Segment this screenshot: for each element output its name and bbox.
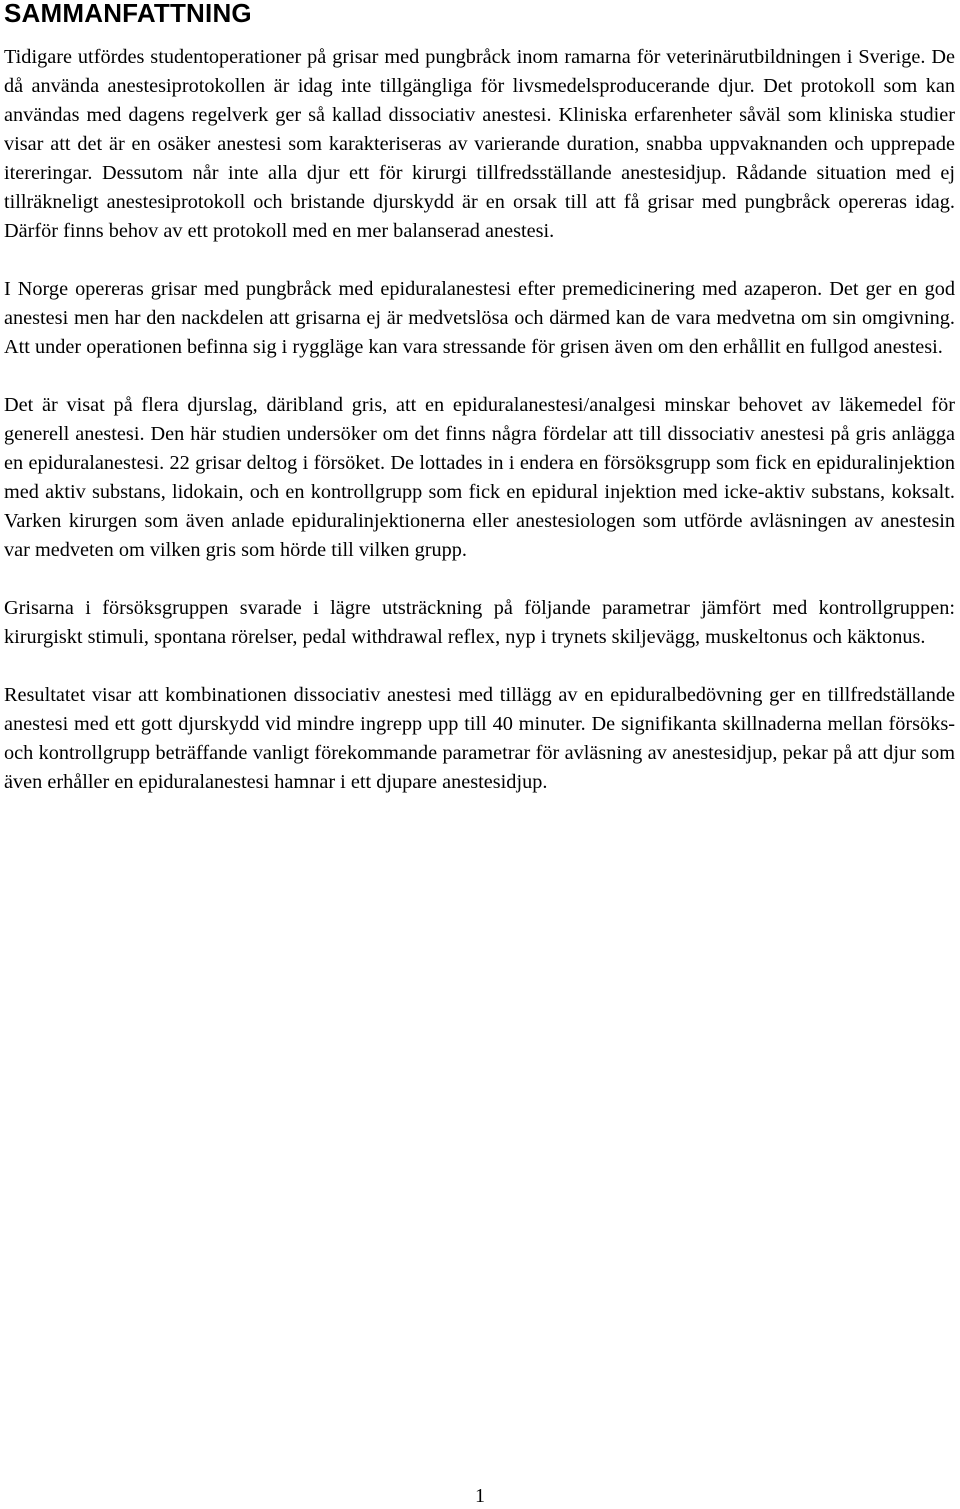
paragraph: I Norge opereras grisar med pungbråck med epiduralanestesi efter premedicinering med azaperon. Det ger en god anestesi men har den nackdelen att grisarna ej är medvetslösa och därmed kan de vara medvetna om sin omgivning. Att under operationen befinna sig i ryggläge kan vara stressande för grisen även om den erhållit en fullgod anestesi. (4, 278, 955, 358)
paragraph: Grisarna i försöksgruppen svarade i lägre utsträckning på följande parametrar jämfört med kontrollgruppen: kirurgiskt stimuli, spontana rörelser, pedal withdrawal reflex, nyp i trynets skiljevägg, muskeltonus och käktonus. (4, 597, 955, 648)
paragraph: Resultatet visar att kombinationen dissociativ anestesi med tillägg av en epiduralbedövning ger en tillfredställande anestesi med ett gott djurskydd vid mindre ingrepp upp till 40 minuter. De signifikanta skillnaderna mellan försöks- och kontrollgrupp beträffande vanligt förekommande parametrar för avläsning av anestesidjup, pekar på att djur som även erhåller en epiduralanestesi hamnar i ett djupare anestesidjup. (4, 684, 955, 793)
section-heading: SAMMANFATTNING (4, 0, 252, 28)
page-number: 1 (475, 1485, 485, 1507)
paragraph: Det är visat på flera djurslag, däribland gris, att en epiduralanestesi/analgesi minskar behovet av läkemedel för generell anestesi. Den här studien undersöker om det finns några fördelar att till dissociativ anestesi på gris anlägga en epiduralanestesi. 22 grisar deltog i försöket. De lottades in i endera en försöksgrupp som fick en epiduralinjektion med aktiv substans, lidokain, och en kontrollgrupp som fick en epidural injektion med icke-aktiv substans, koksalt. Varken kirurgen som även anlade epiduralinjektionerna eller anestesiologen som utförde avläsningen av anestesin var medveten om vilken gris som hörde till vilken grupp. (4, 394, 955, 561)
summary-body (4, 43, 955, 826)
paragraph: Tidigare utfördes studentoperationer på grisar med pungbråck inom ramarna för veterinärutbildningen i Sverige. De då använda anestesiprotokollen är idag inte tillgängliga för livsmedelsproducerande djur. Det protokoll som kan användas med dagens regelverk ger så kallad dissociativ anestesi. Kliniska erfarenheter såväl som kliniska studier visar att det är en osäker anestesi som karakteriseras av varierande duration, snabba uppvaknanden och upprepade itereringar. Dessutom når inte alla djur ett för kirurgi tillfredsställande anestesidjup. Rådande situation med ej tillräkneligt anestesiprotokoll och bristande djurskydd är en orsak till att få grisar med pungbråck opereras idag. Därför finns behov av ett protokoll med en mer balanserad anestesi. (4, 46, 955, 242)
